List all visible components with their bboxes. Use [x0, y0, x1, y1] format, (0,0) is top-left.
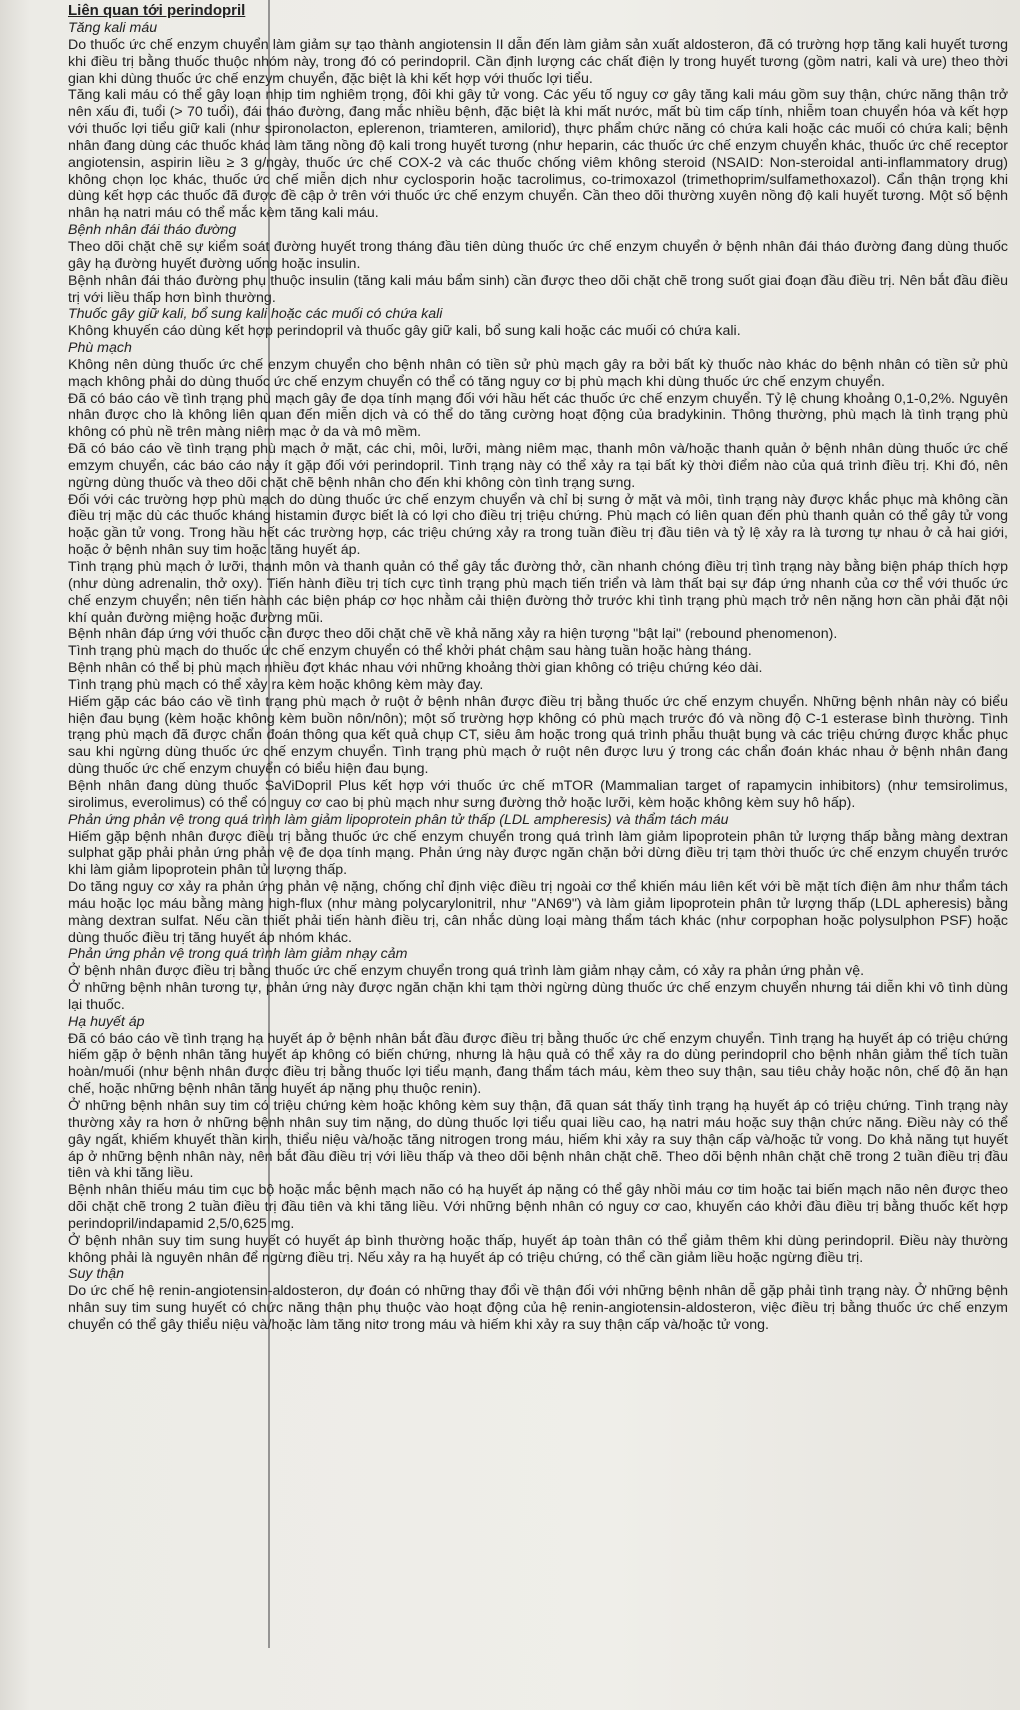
paragraph: Bệnh nhân có thể bị phù mạch nhiều đợt khác nhau với những khoảng thời gian không có triệu chứng kéo dài.	[68, 660, 763, 677]
paragraph: Bệnh nhân đái tháo đường phụ thuộc insulin (tăng kali máu bẩm sinh) cần được theo dõi chặt chẽ trong suốt giai đoạn đầu điều trị. Nên bắt đầu điều trị với liều thấp hơn bình thường.	[68, 272, 1008, 306]
paragraph: Ở bệnh nhân được điều trị bằng thuốc ức chế enzym chuyển trong quá trình làm giảm nhạy cảm, có xảy ra phản ứng phản vệ.	[68, 963, 865, 980]
paragraph: Không nên dùng thuốc ức chế enzym chuyển cho bệnh nhân có tiền sử phù mạch gây ra bởi bất kỳ thuốc nào khác do bệnh nhân có tiền sử phù mạch không phải do dùng thuốc ức chế enzym chuyển có thể có tăng nguy cơ bị phù mạch khi dùng thuốc ức chế enzym chuyển.	[68, 356, 1008, 390]
section-title: Liên quan tới perindopril	[68, 2, 246, 19]
subsection-heading: Phản ứng phản vệ trong quá trình làm giảm nhạy cảm	[68, 946, 408, 963]
paragraph: Đã có báo cáo về tình trạng hạ huyết áp ở bệnh nhân bắt đầu được điều trị bằng thuốc ức chế enzym chuyển. Tình trạng hạ huyết áp có triệu chứng hiếm gặp ở bệnh nhân tăng huyết áp không có biến chứng, nhưng là hậu quả có thể xảy ra do dùng perindopril cho bệnh nhân giảm thể tích tuần hoàn/muối (như bệnh nhân được điều trị bằng thuốc lợi tiểu mạnh, đang thẩm tách máu, kèm theo suy thận, sau tiêu chảy hoặc nôn, chế độ ăn hạn chế, hoặc những bệnh nhân tăng huyết áp nặng phụ thuộc renin).	[68, 1030, 1008, 1098]
paragraph: Ở những bệnh nhân suy tim có triệu chứng kèm hoặc không kèm suy thận, đã quan sát thấy tình trạng hạ huyết áp có triệu chứng. Tình trạng này thường xảy ra hơn ở những bệnh nhân suy tim nặng, do dùng thuốc lợi tiểu quai liều cao, hạ natri máu hoặc suy thận chức năng. Điều này có thể gây ngất, khiếm khuyết thần kinh, thiểu niệu và/hoặc tăng nitrogen trong máu, hiếm khi xảy ra suy thận cấp và/hoặc tử vong. Do khả năng tụt huyết áp ở những bệnh nhân này, nên bắt đầu điều trị với liều thấp và theo dõi bệnh nhân chặt chẽ. Theo dõi bệnh nhân chặt chẽ trong 2 tuần điều trị đầu tiên và khi tăng liều.	[68, 1098, 1008, 1182]
subsection-heading: Thuốc gây giữ kali, bổ sung kali hoặc các muối có chứa kali	[68, 306, 443, 323]
paragraph: Đã có báo cáo về tình trạng phù mạch gây đe dọa tính mạng đối với hầu hết các thuốc ức chế enzym chuyển. Tỷ lệ chung khoảng 0,1-0,2%. Nguyên nhân được cho là không liên quan đến miễn dịch và có thể do tăng cường hoạt động của bradykinin. Thông thường, phù mạch là tình trạng phù không có phù nề trên màng niêm mạc ở da và mô mềm.	[68, 390, 1008, 441]
paragraph: Tình trạng phù mạch có thể xảy ra kèm hoặc không kèm mày đay.	[68, 676, 484, 693]
paragraph: Bệnh nhân thiếu máu tim cục bộ hoặc mắc bệnh mạch não có hạ huyết áp nặng có thể gây nhồi máu cơ tim hoặc tai biến mạch não nên được theo dõi chặt chẽ trong 2 tuần điều trị đầu tiên và khi tăng liều. Với những bệnh nhân có nguy cơ cao, khuyến cáo khởi đầu điều trị bằng thuốc kết hợp perindopril/indapamid 2,5/0,625 mg.	[68, 1182, 1008, 1232]
subsection-heading: Bệnh nhân đái tháo đường	[68, 222, 237, 239]
paragraph: Không khuyến cáo dùng kết hợp perindopril và thuốc gây giữ kali, bổ sung kali hoặc các muối có chứa kali.	[68, 323, 741, 340]
paragraph: Theo dõi chặt chẽ sự kiểm soát đường huyết trong tháng đầu tiên dùng thuốc ức chế enzym chuyển ở bệnh nhân đái tháo đường đang dùng thuốc gây hạ đường huyết đường uống hoặc insulin.	[68, 238, 1008, 272]
paragraph: Hiếm gặp các báo cáo về tình trạng phù mạch ở ruột ở bệnh nhân được điều trị bằng thuốc ức chế enzym chuyển. Những bệnh nhân này có biểu hiện đau bụng (kèm hoặc không kèm buồn nôn/nôn); một số trường hợp không có phù mạch trước đó và nồng độ C-1 esterase bình thường. Tình trạng phù mạch đã được chẩn đoán thông qua kết quả chụp CT, siêu âm hoặc trong quá trình phẫu thuật bụng và các triệu chứng được khắc phục sau khi ngừng dùng thuốc ức chế enzym chuyển. Tình trạng phù mạch ở ruột nên được lưu ý trong các chẩn đoán khác nhau ở bệnh nhân đang dùng thuốc ức chế enzym chuyển có biểu hiện đau bụng.	[68, 693, 1008, 778]
text-blocks	[68, 20, 1008, 1334]
paragraph: Bệnh nhân đang dùng thuốc SaViDopril Plus kết hợp với thuốc ức chế mTOR (Mammalian target of rapamycin inhibitors) (như temsirolimus, sirolimus, everolimus) có thể có nguy cơ cao bị phù mạch như sưng đường thở hoặc lưỡi, kèm hoặc không kèm suy hô hấp).	[68, 777, 1008, 811]
paragraph: Hiếm gặp bệnh nhân được điều trị bằng thuốc ức chế enzym chuyển trong quá trình làm giảm lipoprotein phân tử lượng thấp bằng màng dextran sulphat gặp phải phản ứng phản vệ đe dọa tính mạng. Phản ứng này được ngăn chặn bởi dừng điều trị tạm thời thuốc ức chế enzym chuyển trước khi làm giảm lipoprotein phân tử lượng thấp.	[68, 828, 1008, 879]
paragraph: Tăng kali máu có thể gây loạn nhịp tim nghiêm trọng, đôi khi gây tử vong. Các yếu tố nguy cơ gây tăng kali máu gồm suy thận, chức năng thận trở nên xấu đi, tuổi (> 70 tuổi), đái tháo đường, đang mắc nhiều bệnh, đặc biệt là khi mất nước, mất bù tim cấp tính, nhiễm toan chuyển hóa và kết hợp với thuốc lợi tiểu giữ kali (như spironolacton, eplerenon, triamteren, amilorid), thực phẩm chức năng có chứa kali hoặc các muối có chứa kali; bệnh nhân đang dùng các thuốc khác làm tăng nồng độ kali trong huyết tương (như heparin, các thuốc ức chế enzym chuyển khác, thuốc ức chế receptor angiotensin, aspirin liều ≥ 3 g/ngày, thuốc ức chế COX-2 và các thuốc chống viêm không steroid (NSAID: Non-steroidal anti-inflammatory drug) không chọn lọc khác, thuốc ức chế miễn dịch như cyclosporin hoặc tacrolimus, co-trimoxazol (trimethoprim/sulfamethoxazol). Cẩn thận trọng khi dùng kết hợp các thuốc đã được đề cập ở trên với thuốc ức chế enzym chuyển. Cần theo dõi thường xuyên nồng độ kali huyết tương. Một số bệnh nhân hạ natri máu có thể mắc kèm tăng kali máu.	[68, 87, 1008, 222]
paragraph: Tình trạng phù mạch do thuốc ức chế enzym chuyển có thể khởi phát chậm sau hàng tuần hoặc hàng tháng.	[68, 643, 752, 660]
paragraph: Tình trạng phù mạch ở lưỡi, thanh môn và thanh quản có thể gây tắc đường thở, cần nhanh chóng điều trị tình trạng này bằng biện pháp thích hợp (như dùng adrenalin, thở oxy). Tiến hành điều trị tích cực tình trạng phù mạch tiến triển và làm thất bại sự đáp ứng nhanh của cơ thể với thuốc ức chế enzym chuyển; nên tiến hành các biện pháp cơ học nhằm cải thiện đường thở trước khi tình trạng phù mạch trở nên nặng hơn cần phải đặt nội khí quản đường miệng hoặc đường mũi.	[68, 559, 1008, 626]
paragraph: Do ức chế hệ renin-angiotensin-aldosteron, dự đoán có những thay đổi về thận đối với những bệnh nhân dễ gặp phải tình trạng này. Ở những bệnh nhân suy tim sung huyết có chức năng thận phụ thuộc vào hoạt động của hệ renin-angiotensin-aldosteron, việc điều trị bằng thuốc ức chế enzym chuyển có thể gây thiểu niệu và/hoặc làm tăng nitơ trong máu và hiếm khi xảy ra suy thận cấp và/hoặc tử vong.	[68, 1283, 1008, 1333]
subsection-heading: Phù mạch	[68, 340, 132, 357]
subsection-heading: Tăng kali máu	[68, 20, 158, 36]
paragraph: Bệnh nhân đáp ứng với thuốc cần được theo dõi chặt chẽ về khả năng xảy ra hiện tượng "bật lại" (rebound phenomenon).	[68, 626, 838, 643]
document-body	[68, 2, 1008, 1334]
subsection-heading: Suy thận	[68, 1266, 125, 1283]
paragraph: Ở những bệnh nhân tương tự, phản ứng này được ngăn chặn khi tạm thời ngừng dùng thuốc ức chế enzym chuyển nhưng tái diễn khi vô tình dùng lại thuốc.	[68, 980, 1008, 1013]
paragraph: Ở bệnh nhân suy tim sung huyết có huyết áp bình thường hoặc thấp, huyết áp toàn thân có thể giảm thêm khi dùng perindopril. Điều này thường không phải là nguyên nhân để ngừng điều trị. Nếu xảy ra hạ huyết áp có triệu chứng, có thể cần giảm liều hoặc ngừng điều trị.	[68, 1232, 1008, 1266]
paragraph: Do thuốc ức chế enzym chuyển làm giảm sự tạo thành angiotensin II dẫn đến làm giảm sản xuất aldosteron, đã có trường hợp tăng kali huyết tương khi điều trị bằng thuốc thuộc nhóm này, trong đó có perindopril. Cần định lượng các chất điện ly trong huyết tương (gồm natri, kali và ure) theo thời gian khi dùng thuốc ức chế enzym chuyển, đặc biệt là khi kết hợp với thuốc lợi tiểu.	[68, 36, 1008, 87]
paragraph: Đã có báo cáo về tình trạng phù mạch ở mặt, các chi, môi, lưỡi, màng niêm mạc, thanh môn và/hoặc thanh quản ở bệnh nhân dùng thuốc ức chế emzym chuyển, các báo cáo này ít gặp đối với perindopril. Tình trạng này có thể xảy ra tại bất kỳ thời điểm nào của quá trình điều trị. Khi đó, nên ngừng dùng thuốc và theo dõi chặt chẽ bệnh nhân cho đến khi không còn tình trạng sưng.	[68, 441, 1008, 491]
subsection-heading: Phản ứng phản vệ trong quá trình làm giảm lipoprotein phân tử thấp (LDL ampheresis) và thẩm tách máu	[68, 811, 729, 828]
subsection-heading: Hạ huyết áp	[68, 1013, 145, 1030]
paragraph: Do tăng nguy cơ xảy ra phản ứng phản vệ nặng, chống chỉ định việc điều trị ngoài cơ thể khiến máu liên kết với bề mặt tích điện âm như thẩm tách máu hoặc lọc máu bằng màng high-flux (như màng polycarylonitril, như "AN69") và làm giảm lipoprotein phân tử lượng thấp (LDL apheresis) bằng màng dextran sulfat. Nếu cần thiết phải tiến hành điều trị, cân nhắc dùng loại màng thẩm tách khác (như corpophan hoặc polysulphon PSF) hoặc dùng thuốc điều trị tăng huyết áp nhóm khác.	[68, 879, 1008, 946]
paragraph: Đối với các trường hợp phù mạch do dùng thuốc ức chế enzym chuyển và chỉ bị sưng ở mặt và môi, tình trạng này được khắc phục mà không cần điều trị mặc dù các thuốc kháng histamin được biết là có lợi cho điều trị triệu chứng. Phù mạch có liên quan đến phù thanh quản có thể gây tử vong hoặc gần tử vong. Trong hầu hết các trường hợp, các triệu chứng xảy ra trong tuần điều trị đầu tiên và tỷ lệ xảy ra là tương tự nhau ở cả hai giới, hoặc ở bệnh nhân suy tim hoặc tăng huyết áp.	[68, 491, 1008, 559]
